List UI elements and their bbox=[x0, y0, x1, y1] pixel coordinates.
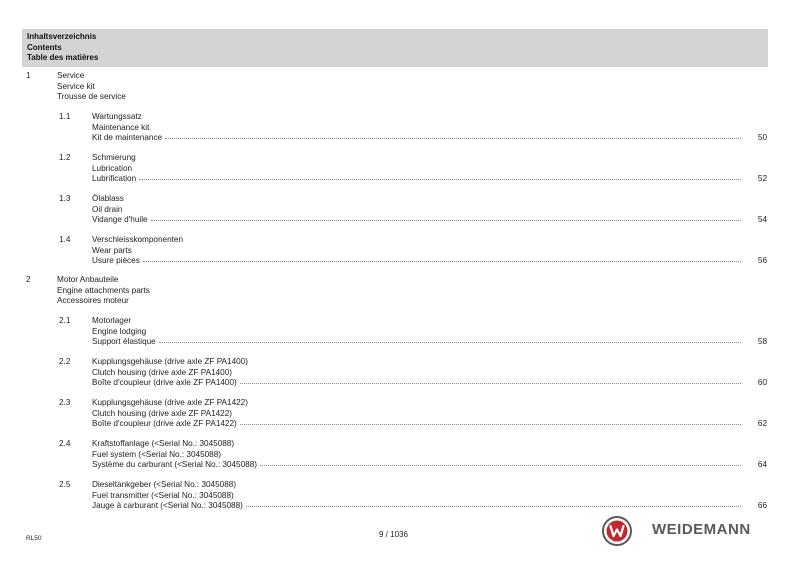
section-title-fr: Trousse de service bbox=[57, 92, 126, 101]
item-title-fr: Boîte d'coupleur (drive axle ZF PA1422) bbox=[92, 419, 237, 428]
item-title-de: Wartungssatz bbox=[92, 112, 142, 121]
item-title-en: Clutch housing (drive axle ZF PA1422) bbox=[92, 408, 233, 418]
item-title-en: Fuel system (<Serial No.: 3045088) bbox=[92, 449, 222, 459]
item-title-en: Clutch housing (drive axle ZF PA1400) bbox=[92, 367, 233, 377]
item-page-number[interactable]: 56 bbox=[757, 256, 767, 265]
item-title-en: Lubrication bbox=[92, 163, 133, 173]
item-number: 1.1 bbox=[59, 112, 71, 121]
brand-wordmark: WEIDEMANN bbox=[652, 521, 751, 538]
item-number: 2.2 bbox=[59, 357, 71, 366]
section-title-de: Motor Anbauteile bbox=[57, 275, 119, 284]
item-title-fr: Lubrification bbox=[92, 174, 137, 183]
section-title-fr: Accessoires moteur bbox=[57, 296, 129, 305]
page-indicator: 9 / 1036 bbox=[379, 530, 408, 539]
dot-leader bbox=[260, 459, 741, 466]
item-page-number[interactable]: 54 bbox=[757, 215, 767, 224]
header-title-en: Contents bbox=[27, 42, 62, 52]
item-page-number[interactable]: 52 bbox=[757, 174, 767, 183]
section-title-en: Engine attachments parts bbox=[57, 285, 150, 295]
item-title-de: Verschleisskomponenten bbox=[92, 235, 184, 244]
item-title-de: Dieseltankgeber (<Serial No.: 3045088) bbox=[92, 480, 237, 489]
item-page-number[interactable]: 64 bbox=[757, 460, 767, 469]
item-page-number[interactable]: 62 bbox=[757, 419, 767, 428]
dot-leader bbox=[143, 255, 741, 262]
item-title-de: Kupplungsgehäuse (drive axle ZF PA1422) bbox=[92, 398, 248, 407]
dot-leader bbox=[159, 336, 741, 343]
item-title-fr: Usure pièces bbox=[92, 256, 140, 265]
dot-leader bbox=[240, 418, 741, 425]
dot-leader bbox=[151, 214, 741, 221]
item-number: 1.4 bbox=[59, 235, 71, 244]
item-page-number[interactable]: 58 bbox=[757, 337, 767, 346]
dot-leader bbox=[165, 132, 741, 139]
item-number: 2.3 bbox=[59, 398, 71, 407]
section-title-de: Service bbox=[57, 71, 85, 80]
weidemann-logo-icon bbox=[602, 516, 632, 546]
header-title-de: Inhaltsverzeichnis bbox=[27, 32, 97, 41]
item-number: 2.1 bbox=[59, 316, 71, 325]
section-title-en: Service kit bbox=[57, 81, 95, 91]
item-title-en: Wear parts bbox=[92, 245, 132, 255]
item-title-de: Kupplungsgehäuse (drive axle ZF PA1400) bbox=[92, 357, 248, 366]
item-title-fr: Support élastique bbox=[92, 337, 156, 346]
item-title-fr: Kit de maintenance bbox=[92, 133, 163, 142]
item-title-fr: Système du carburant (<Serial No.: 3045088) bbox=[92, 460, 257, 469]
item-title-fr: Jauge à carburant (<Serial No.: 3045088) bbox=[92, 501, 243, 510]
item-title-de: Kraftstoffanlage (<Serial No.: 3045088) bbox=[92, 439, 235, 448]
section-number: 2 bbox=[26, 275, 31, 284]
item-title-en: Oil drain bbox=[92, 204, 123, 214]
item-number: 2.4 bbox=[59, 439, 71, 448]
section-number: 1 bbox=[26, 71, 31, 80]
item-page-number[interactable]: 66 bbox=[757, 501, 767, 510]
item-number: 1.3 bbox=[59, 194, 71, 203]
item-title-fr: Vidange d'huile bbox=[92, 215, 148, 224]
dot-leader bbox=[139, 173, 741, 180]
item-title-fr: Boîte d'coupleur (drive axle ZF PA1400) bbox=[92, 378, 237, 387]
item-number: 2.5 bbox=[59, 480, 71, 489]
header-title-fr: Table des matières bbox=[27, 53, 99, 62]
item-title-de: Schmierung bbox=[92, 153, 136, 162]
item-page-number[interactable]: 50 bbox=[757, 133, 767, 142]
item-title-en: Fuel transmitter (<Serial No.: 3045088) bbox=[92, 490, 234, 500]
item-number: 1.2 bbox=[59, 153, 71, 162]
item-title-de: Ölablass bbox=[92, 194, 124, 203]
item-title-en: Maintenance kit bbox=[92, 122, 150, 132]
dot-leader bbox=[240, 377, 741, 384]
footer-code: RL50 bbox=[26, 535, 42, 542]
item-title-de: Motorlager bbox=[92, 316, 132, 325]
item-title-en: Engine lodging bbox=[92, 326, 147, 336]
item-page-number[interactable]: 60 bbox=[757, 378, 767, 387]
dot-leader bbox=[246, 500, 741, 507]
